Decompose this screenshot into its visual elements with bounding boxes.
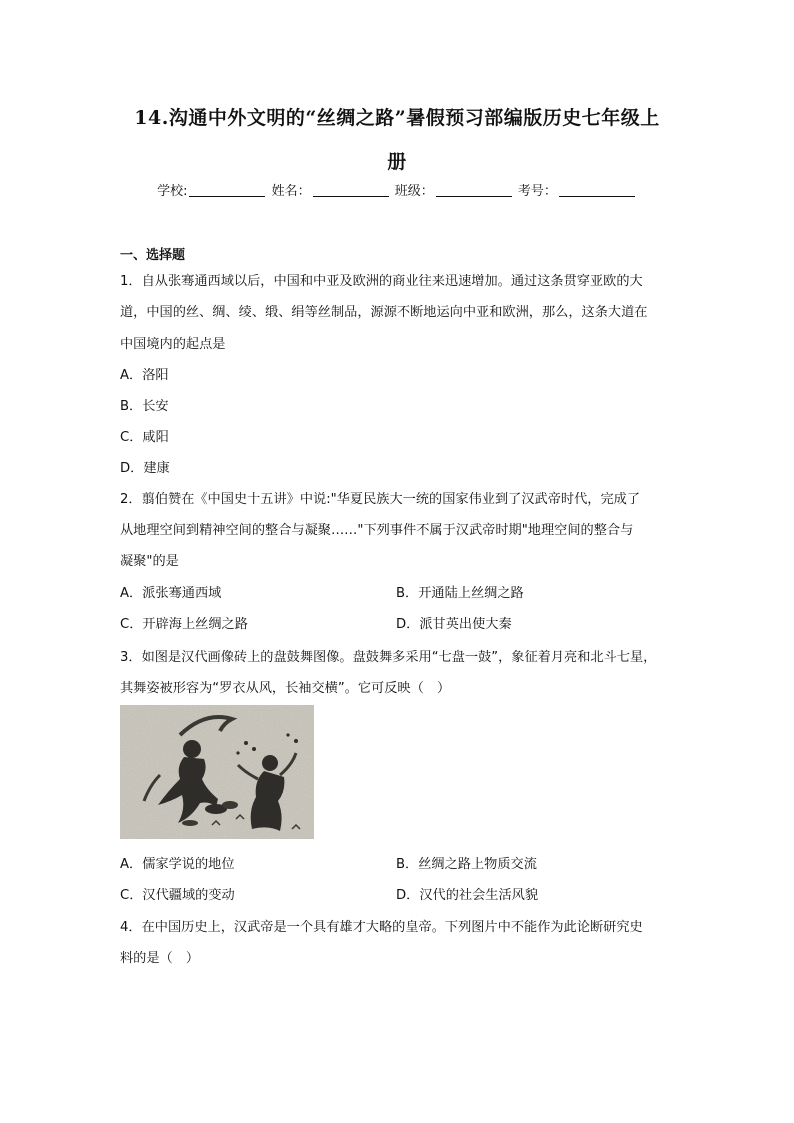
- q3-option-b[interactable]: B．丝绸之路上物质交流: [396, 857, 537, 872]
- q1-option-b[interactable]: B．长安: [120, 399, 169, 414]
- document-title-line-1: 14.沟通中外文明的“丝绸之路”暑假预习部编版历史七年级上: [134, 107, 660, 129]
- q2-option-c[interactable]: C．开辟海上丝绸之路: [120, 617, 248, 632]
- school-blank[interactable]: [189, 196, 265, 197]
- q3-stem-line-2: 其舞姿被形容为“罗衣从风，长袖交横”。它可反映（ ）: [120, 681, 451, 696]
- q1-stem-line-3: 中国境内的起点是: [120, 337, 226, 352]
- q1-option-c[interactable]: C．咸阳: [120, 430, 169, 445]
- q1-option-d[interactable]: D．建康: [120, 461, 170, 476]
- q2-stem-line-2: 从地理空间到精神空间的整合与凝聚……"下列事件不属于汉武帝时期"地理空间的整合与: [120, 523, 634, 538]
- q3-option-d[interactable]: D．汉代的社会生活风貌: [396, 888, 539, 903]
- pan-drum-dance-brick-image: [120, 705, 314, 839]
- q2-stem-line-3: 凝聚"的是: [120, 554, 179, 569]
- section-heading: 一、选择题: [120, 248, 186, 263]
- school-label: 学校:: [157, 184, 188, 199]
- q2-stem-line-1: 2．翦伯赞在《中国史十五讲》中说:"华夏民族大一统的国家伟业到了汉武帝时代，完成了: [120, 492, 641, 507]
- q3-option-a[interactable]: A．儒家学说的地位: [120, 857, 235, 872]
- class-blank[interactable]: [436, 196, 512, 197]
- q1-option-a[interactable]: A．洛阳: [120, 368, 169, 383]
- q2-option-a[interactable]: A．派张骞通西域: [120, 586, 222, 601]
- q3-option-c[interactable]: C．汉代疆域的变动: [120, 888, 235, 903]
- exam-number-blank[interactable]: [559, 196, 635, 197]
- q2-option-b[interactable]: B．开通陆上丝绸之路: [396, 586, 524, 601]
- q1-stem-line-2: 道，中国的丝、绸、绫、缎、绢等丝制品，源源不断地运向中亚和欧洲，那么，这条大道在: [120, 305, 648, 320]
- pan-drum-dance-illustration: [120, 705, 314, 839]
- name-blank[interactable]: [313, 196, 389, 197]
- student-info-line: [0, 180, 794, 199]
- name-label: 姓名：: [271, 184, 311, 199]
- q4-stem-line-1: 4．在中国历史上，汉武帝是一个具有雄才大略的皇帝。下列图片中不能作为此论断研究史: [120, 920, 643, 935]
- q2-option-d[interactable]: D．派甘英出使大秦: [396, 617, 512, 632]
- class-label: 班级：: [394, 184, 434, 199]
- document-title-line-2: 册: [387, 151, 407, 173]
- q3-stem-line-1: 3．如图是汉代画像砖上的盘鼓舞图像。盘鼓舞多采用“七盘一鼓”，象征着月亮和北斗七星，: [120, 650, 657, 665]
- q4-stem-line-2: 料的是（ ）: [120, 951, 200, 966]
- q1-stem-line-1: 1．自从张骞通西域以后，中国和中亚及欧洲的商业往来迅速增加。通过这条贯穿亚欧的大: [120, 274, 643, 289]
- exam-number-label: 考号：: [517, 184, 557, 199]
